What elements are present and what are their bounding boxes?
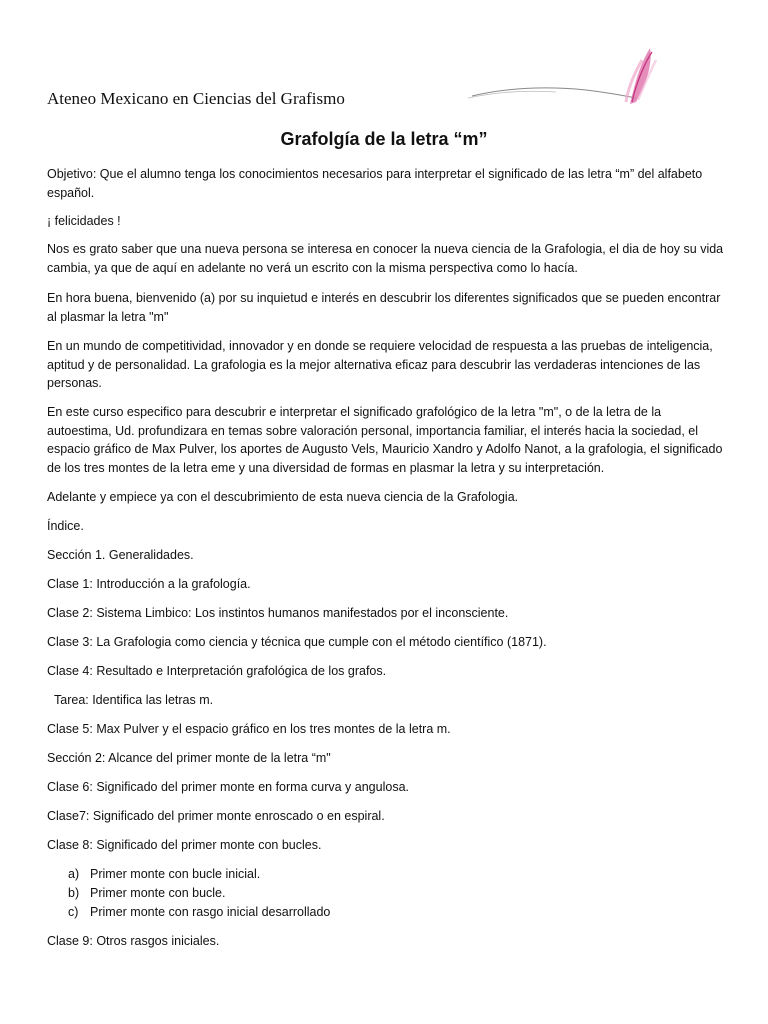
index-heading: Índice.	[47, 519, 84, 533]
intro-paragraph-1: Nos es grato saber que una nueva persona se interesa en conocer la nueva ciencia de la Grafologia, el dia de hoy su vida cambia, ya que de aquí en adelante no verá un escrito con la misma perspectiva como lo hacía.	[47, 242, 724, 275]
objective-paragraph: Objetivo: Que el alumno tenga los conocimientos necesarios para interpretar el significado de las letra “m” del alfabeto español.	[47, 167, 703, 200]
sub-list-text: Primer monte con bucle.	[90, 886, 226, 900]
intro-paragraph-5: Adelante y empiece ya con el descubrimiento de esta nueva ciencia de la Grafologia.	[47, 490, 519, 504]
intro-paragraph-2: En hora buena, bienvenido (a) por su inquietud e interés en descubrir los diferentes significados que se pueden encontrar al plasmar la letra "m"	[47, 291, 721, 324]
index-item: Clase 3: La Grafologia como ciencia y técnica que cumple con el método científico (1871).	[47, 635, 547, 649]
index-section: Sección 2: Alcance del primer monte de la letra “m"	[47, 751, 331, 765]
congrats-text: ¡ felicidades !	[47, 214, 121, 228]
intro-paragraph-3: En un mundo de competitividad, innovador y en donde se requiere velocidad de respuesta a las pruebas de inteligencia, aptitud y de personalidad. La grafologia es la mejor alternativa eficaz para descubrir las verdaderas intenciones de las personas.	[47, 339, 713, 390]
index-item: Sección 1. Generalidades.	[47, 548, 194, 562]
index-item: Clase 9: Otros rasgos iniciales.	[47, 934, 220, 948]
index-item: Clase 4: Resultado e Interpretación grafológica de los grafos.	[47, 664, 387, 678]
intro-paragraph-4: En este curso especifico para descubrir e interpretar el significado grafológico de la letra "m", o de la letra de la autoestima, Ud. profundizara en temas sobre valoración personal, importancia familiar, el interés hacia la sociedad, el espacio gráfico de Max Pulver, los aportes de Augusto Vels, Mauricio Xandro y Adolfo Nanot, a la grafologia, el significado de los tres montes de la letra eme y una diversidad de formas en plasmar la letra y su interpretación.	[47, 405, 723, 475]
index-item: Clase 8: Significado del primer monte con bucles.	[47, 838, 322, 852]
sub-list-item	[68, 865, 748, 884]
page-title: Grafolgía de la letra “m”	[280, 129, 488, 149]
index-item-task: Tarea: Identifica las letras m.	[54, 693, 214, 707]
index-item: Clase 6: Significado del primer monte en forma curva y angulosa.	[47, 780, 409, 794]
sub-list-marker: a)	[68, 867, 80, 881]
index-item: Clase 5: Max Pulver y el espacio gráfico en los tres montes de la letra m.	[47, 722, 451, 736]
index-item: Clase 1: Introducción a la grafología.	[47, 577, 251, 591]
sub-list-marker: c)	[68, 905, 79, 919]
sub-list-item	[68, 884, 748, 903]
sub-list-item	[68, 903, 748, 922]
organization-name: Ateneo Mexicano en Ciencias del Grafismo	[47, 89, 345, 108]
index-item: Clase 2: Sistema Limbico: Los instintos humanos manifestados por el inconsciente.	[47, 606, 509, 620]
index-item: Clase7: Significado del primer monte enroscado o en espiral.	[47, 809, 385, 823]
sub-list-text: Primer monte con bucle inicial.	[90, 867, 261, 881]
feather-logo-icon	[466, 38, 672, 108]
sub-list-marker: b)	[68, 886, 80, 900]
sub-list-text: Primer monte con rasgo inicial desarrollado	[90, 905, 331, 919]
